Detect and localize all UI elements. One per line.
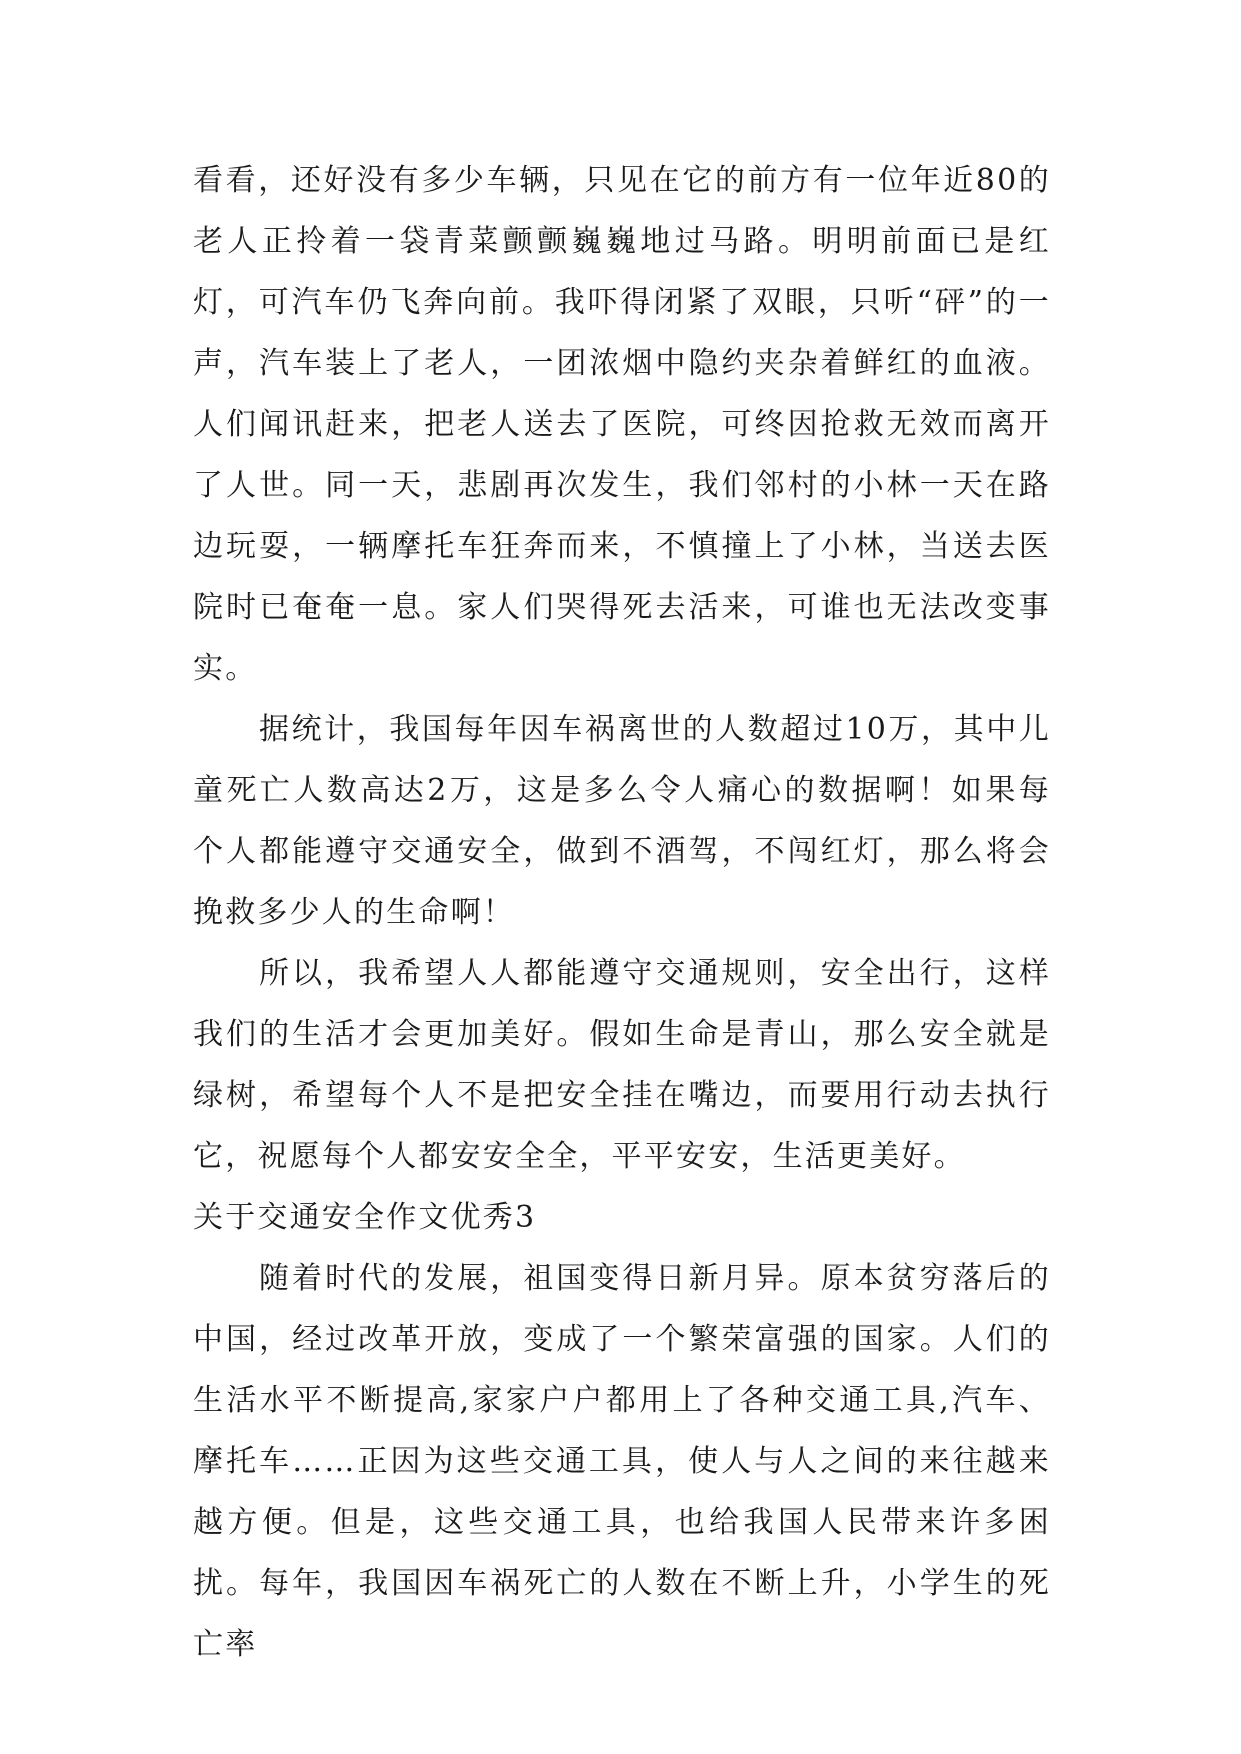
- paragraph-1: 看看，还好没有多少车辆，只见在它的前方有一位年近80的老人正拎着一袋青菜颤颤巍巍地过马路。明明前面已是红灯，可汽车仍飞奔向前。我吓得闭紧了双眼，只听“砰”的一声，汽车装上了老人，一团浓烟中隐约夹杂着鲜红的血液。人们闻讯赶来，把老人送去了医院，可终因抢救无效而离开了人世。同一天，悲剧再次发生，我们邻村的小林一天在路边玩耍，一辆摩托车狂奔而来，不慎撞上了小林，当送去医院时已奄奄一息。家人们哭得死去活来，可谁也无法改变事实。: [193, 163, 1051, 686]
- section-heading: 关于交通安全作文优秀3: [193, 1200, 537, 1235]
- document-page: [193, 150, 1051, 1675]
- paragraph-3: 所以，我希望人人都能遵守交通规则，安全出行，这样我们的生活才会更加美好。假如生命是青山，那么安全就是绿树，希望每个人不是把安全挂在嘴边，而要用行动去执行它，祝愿每个人都安安全全，平平安安，生活更美好。: [193, 956, 1051, 1174]
- paragraph-2: 据统计，我国每年因车祸离世的人数超过10万，其中儿童死亡人数高达2万，这是多么令人痛心的数据啊！如果每个人都能遵守交通安全，做到不酒驾，不闯红灯，那么将会挽救多少人的生命啊！: [193, 712, 1051, 930]
- paragraph-4: 随着时代的发展，祖国变得日新月异。原本贫穷落后的中国，经过改革开放，变成了一个繁荣富强的国家。人们的生活水平不断提高,家家户户都用上了各种交通工具,汽车、摩托车……正因为这些交通工具，使人与人之间的来往越来越方便。但是，这些交通工具，也给我国人民带来许多困扰。每年，我国因车祸死亡的人数在不断上升，小学生的死亡率: [193, 1261, 1051, 1662]
